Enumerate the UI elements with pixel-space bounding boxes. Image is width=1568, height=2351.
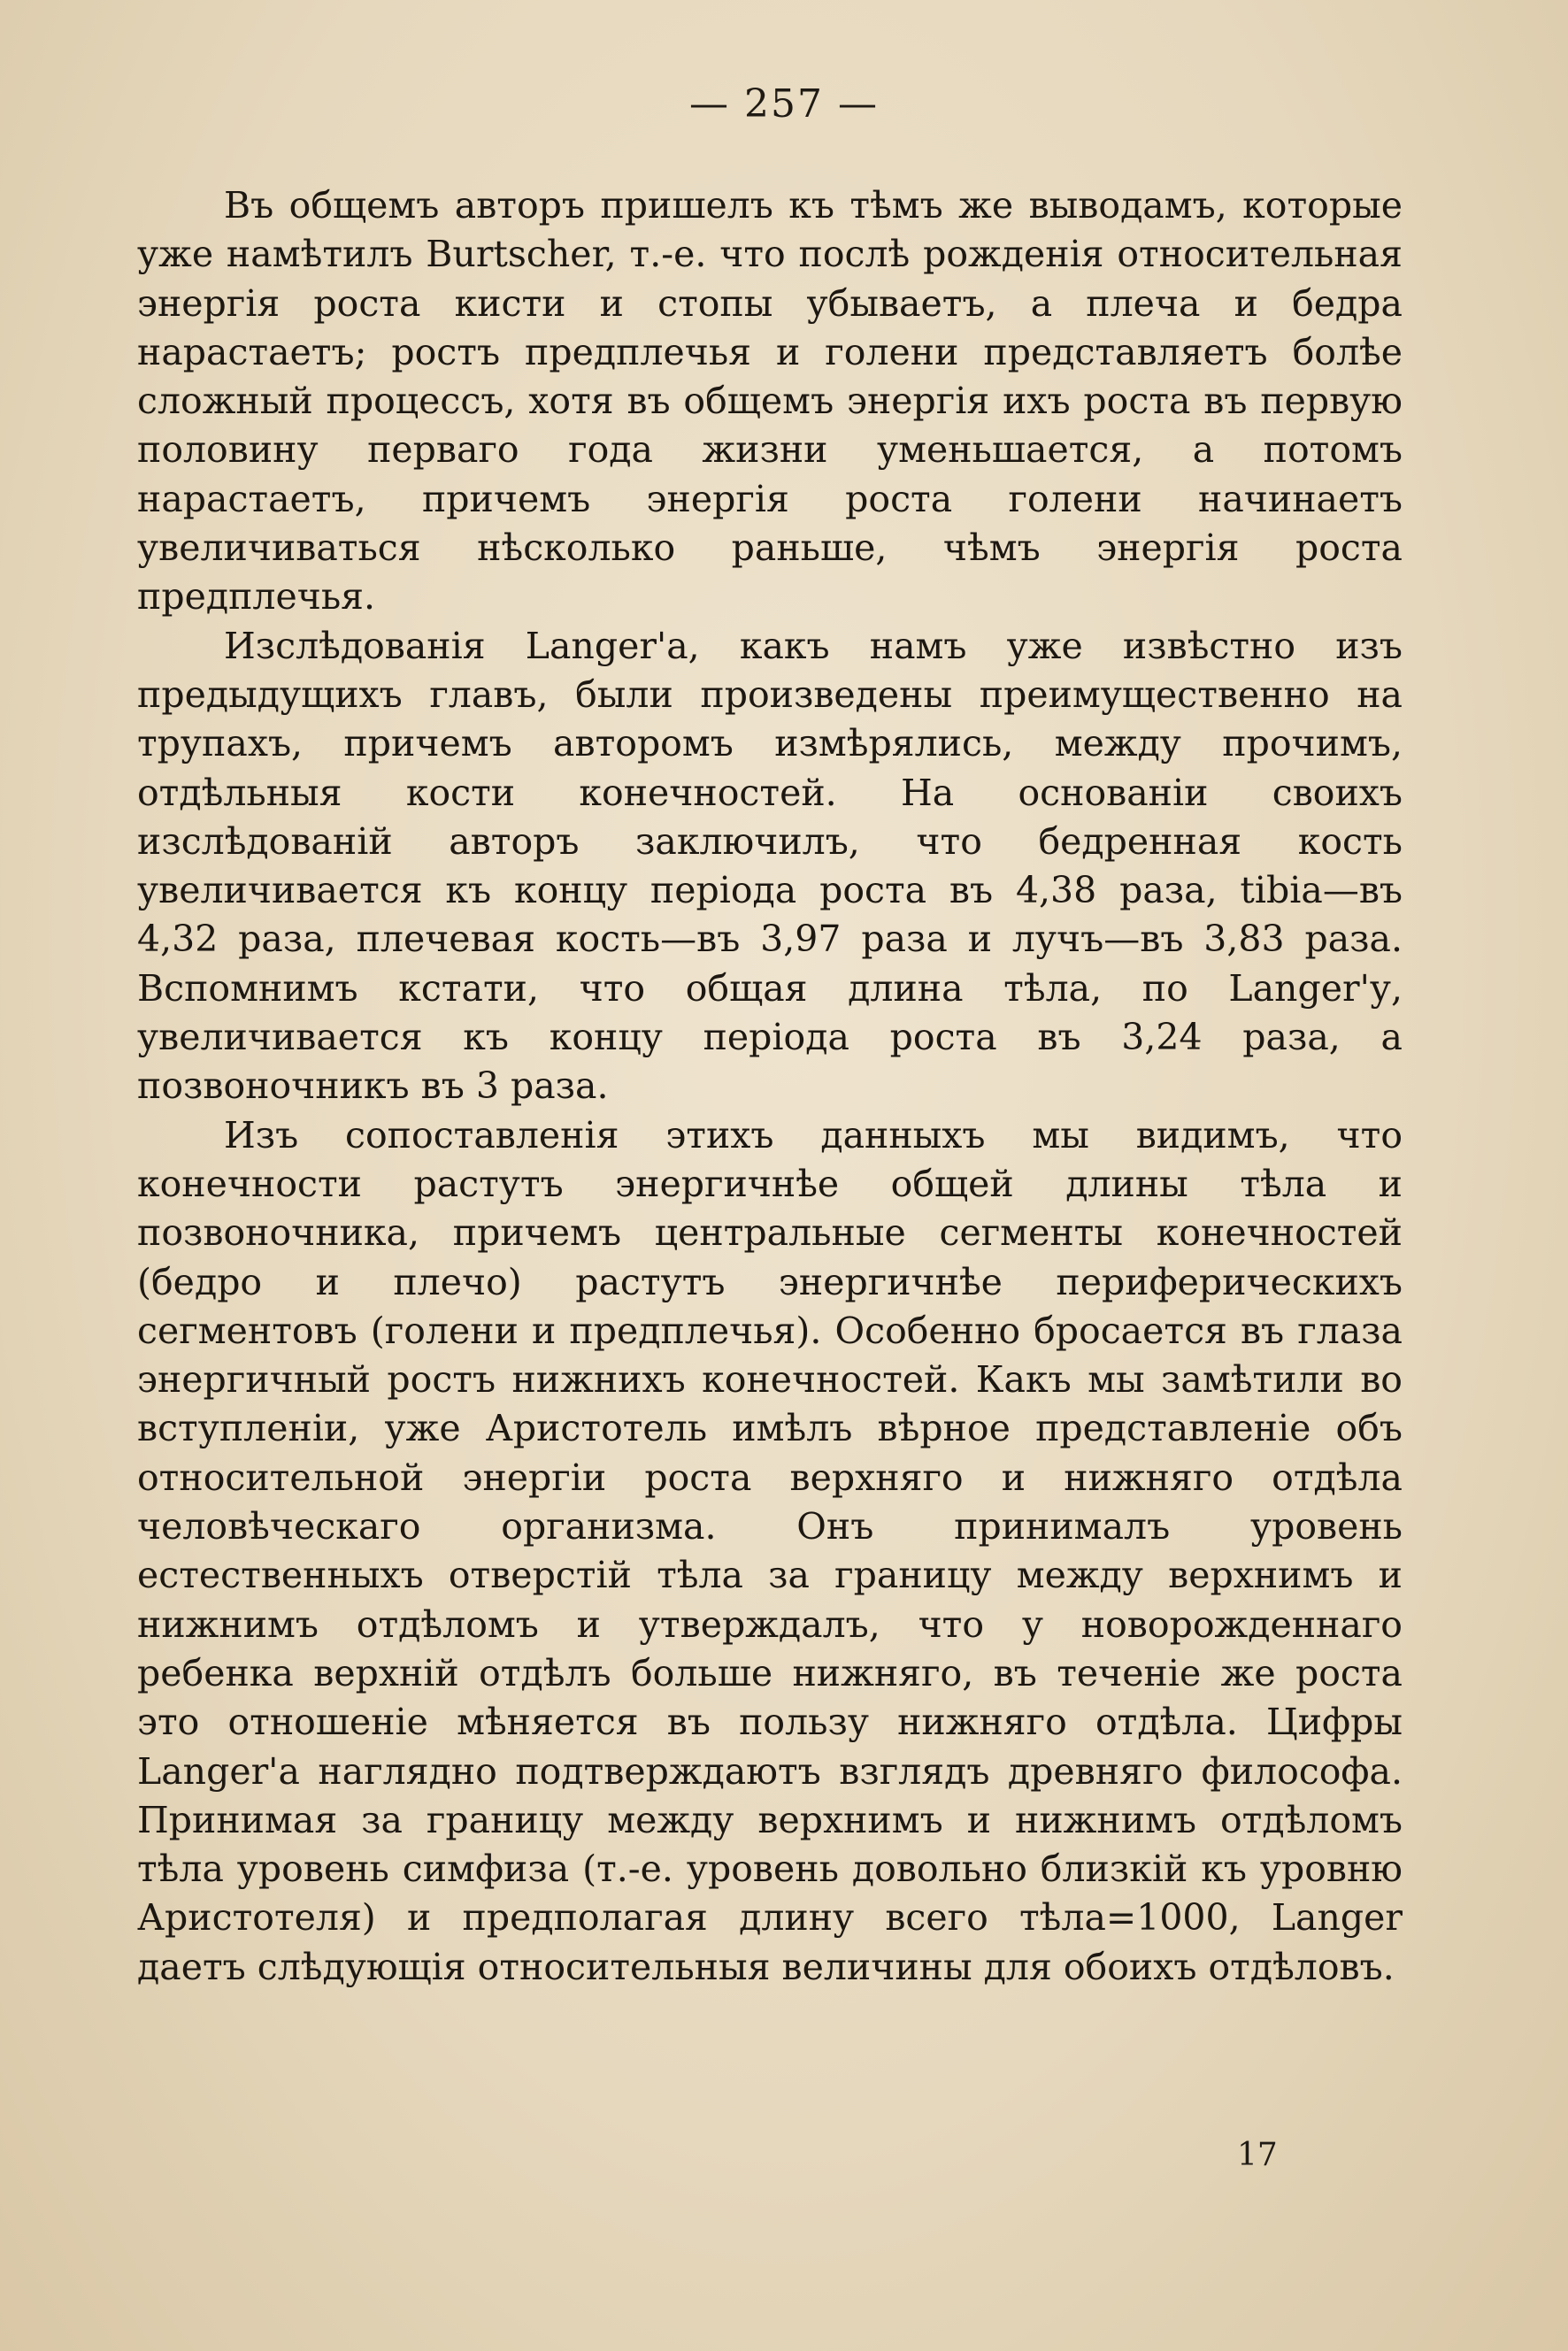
page-number-header: — 257 — [689,81,879,127]
paragraph-2: Изслѣдованія Langer'а, какъ намъ уже извѣстно изъ предыдущихъ главъ, были произведены преимущественно на трупахъ, причемъ авторомъ измѣрялись, между прочимъ, отдѣльныя кости конечностей. На основаніи своихъ изслѣдованій авторъ заключилъ, что бедренная кость увеличивается къ концу періода роста въ 4,38 раза, tibia—въ 4,32 раза, плечевая кость—въ 3,97 раза и лучъ—въ 3,83 раза. Вспомнимъ кстати, что общая длина тѣла, по Langer'у, увеличивается къ концу періода роста въ 3,24 раза, а позвоночникъ въ 3 раза. [137,624,1403,1108]
signature-mark: 17 [1237,2137,1278,2173]
body-text [137,181,1403,1992]
paragraph-3: Изъ сопоставленія этихъ данныхъ мы видимъ, что конечности растутъ энергичнѣе общей длины тѣла и позвоночника, причемъ центральные сегменты конечностей (бедро и плечо) растутъ энергичнѣе периферическихъ сегментовъ (голени и предплечья). Особенно бросается въ глаза энергичный ростъ нижнихъ конечностей. Какъ мы замѣтили во вступленіи, уже Аристотель имѣлъ вѣрное представленіе объ относительной энергіи роста верхняго и нижняго отдѣла человѣческаго организма. Онъ принималъ уровень естественныхъ отверстій тѣла за границу между верхнимъ и нижнимъ отдѣломъ и утверждалъ, что у новорожденнаго ребенка верхній отдѣлъ больше нижняго, въ теченіе же роста это отношеніе мѣняется въ пользу нижняго отдѣла. Цифры Langer'а наглядно подтверждаютъ взглядъ древняго философа. Принимая за границу между верхнимъ и нижнимъ отдѣломъ тѣла уровень симфиза (т.-е. уровень довольно близкій къ уровню Аристотеля) и предполагая длину всего тѣла=1000, Langer даетъ слѣдующія относительныя величины для обоихъ отдѣловъ. [137,1113,1403,1988]
paragraph-1: Въ общемъ авторъ пришелъ къ тѣмъ же выводамъ, которые уже намѣтилъ Burtscher, т.-е. что послѣ рожденія относительная энергія роста кисти и стопы убываетъ, а плеча и бедра нарастаетъ; ростъ предплечья и голени представляетъ болѣе сложный процессъ, хотя въ общемъ энергія ихъ роста въ первую половину перваго года жизни уменьшается, а потомъ нарастаетъ, причемъ энергія роста голени начинаетъ увеличиваться нѣсколько раньше, чѣмъ энергія роста предплечья. [137,184,1403,618]
